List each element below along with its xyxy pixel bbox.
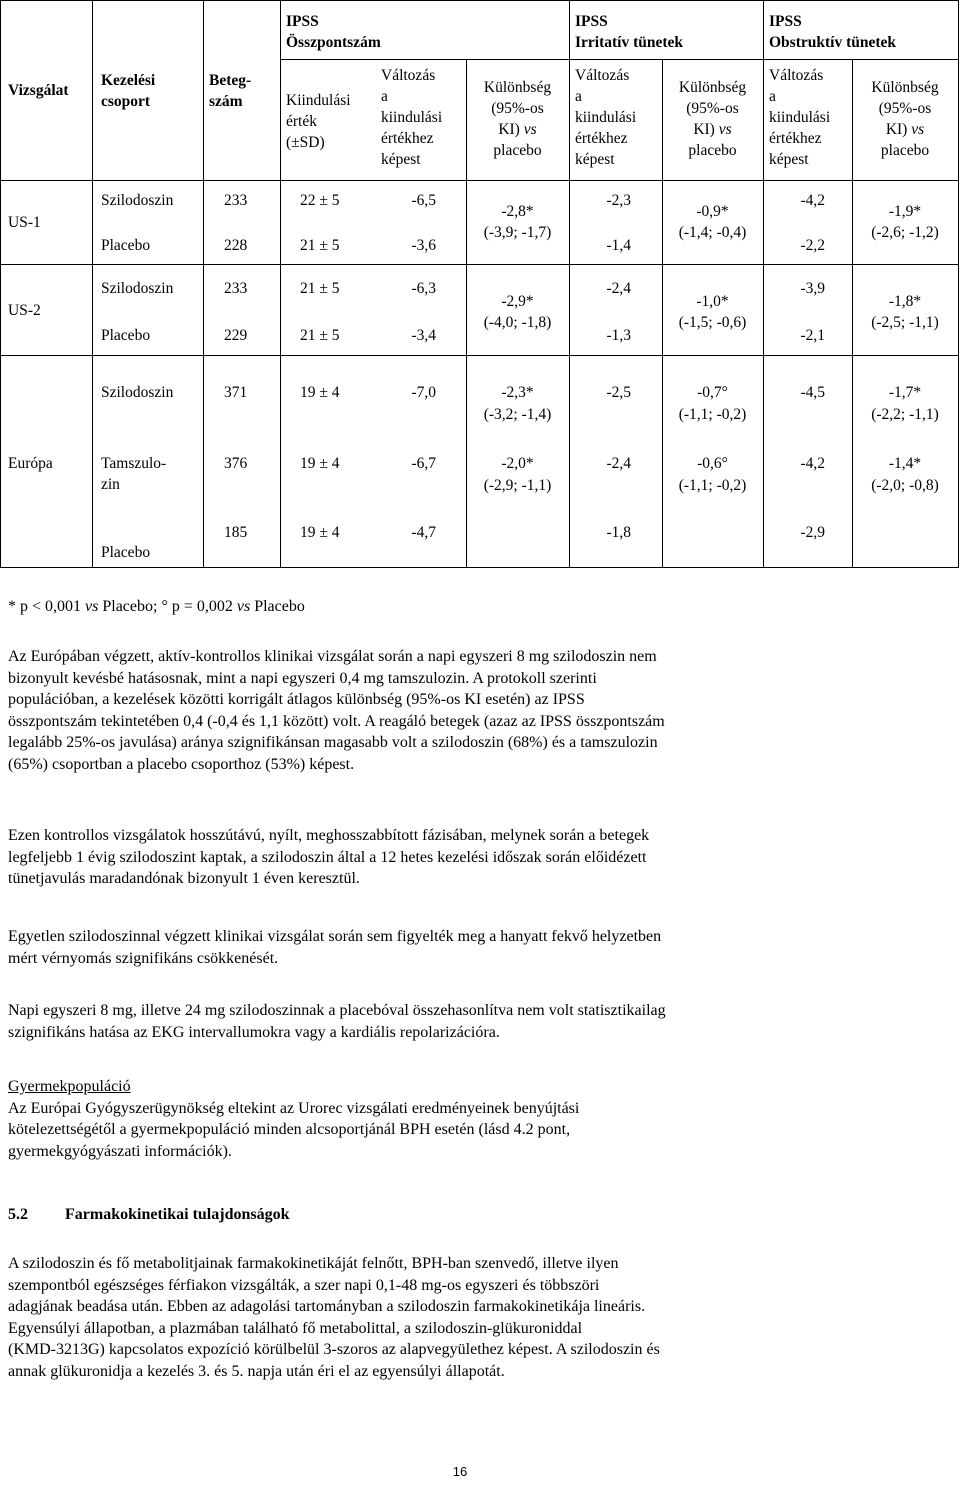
subheader-kiindulasi-3: (±SD): [286, 134, 325, 151]
header-ipss-total-2: Összpontszám: [286, 34, 381, 51]
us1-obs-chg-2: -2,2: [800, 237, 825, 254]
eu-diff-obs-2-ci: (-2,0; -0,8): [871, 477, 939, 494]
header-ipss-obstruktiv: IPSS: [769, 13, 802, 30]
us1-group-2: Placebo: [101, 237, 151, 254]
header-ipss-obstruktiv-2: Obstruktív tünetek: [769, 34, 897, 51]
paragraph-europa: Az Európában végzett, aktív-kontrollos klinikai vizsgálat során a napi egyszeri 8 mg szilodoszin nem bizonyult kevésbé hatásosnak, mint a napi egyszeri 0,4 mg tamszulozin. A protokoll szerinti populációban, a kezelések közötti korrigált átlagos különbség (95%-os KI esetén) az IPSS összpontszám tekintetében 0,4 (-0,4 és 1,1 között) volt. A reagáló betegek (azaz az IPSS összpontszám legalább 25%-os javulása) aránya szignifikánsan magasabb volt a szilodoszin (68%) és a tamszulozin (65%) csoportban a placebo csoporthoz (53%) képest.: [8, 648, 665, 773]
subheader-kiindulasi-2: érték: [286, 113, 317, 130]
paragraph-longterm: Ezen kontrollos vizsgálatok hosszútávú, nyílt, meghosszabbított fázisában, melynek során a betegek legfeljebb 1 évig szilodoszint kaptak, a szilodoszin által a 12 hetes kezelési időszak során előidézett tünetjavulás maradandónak bizonyult 1 éven keresztül.: [8, 827, 650, 888]
eu-diff-obs-1-ci: (-2,2; -1,1): [871, 406, 939, 423]
paragraph-ekg: Napi egyszeri 8 mg, illetve 24 mg szilodoszinnak a placebóval összehasonlítva nem volt statisztikailag szignifikáns hatása az EKG intervallumokra vagy a kardiális repolarizációra.: [8, 1002, 666, 1041]
subheader-kulonbseg-4: placebo: [493, 142, 542, 159]
us1-diff-total: -2,8*: [501, 203, 534, 220]
subheader-obs-kulonbseg-2: (95%-os: [878, 100, 932, 117]
eu-diff-obs-1: -1,7*: [888, 384, 922, 401]
us2-base-1: 21 ± 5: [300, 280, 340, 297]
us1-irr-chg-2: -1,4: [606, 237, 631, 254]
eu-diff-irr-2-ci: (-1,1; -0,2): [678, 477, 747, 494]
us2-chg-1: -6,3: [411, 280, 436, 297]
eu-diff-irr-1: -0,7°: [697, 384, 728, 401]
us2-base-2: 21 ± 5: [300, 327, 340, 344]
eu-diff-total-2-ci: (-2,9; -1,1): [483, 477, 552, 494]
us1-base-2: 21 ± 5: [300, 237, 340, 254]
us1-diff-obs: -1,9*: [888, 203, 922, 220]
subheader-valtozas-3: kiindulási: [381, 109, 443, 126]
us1-obs-chg-1: -4,2: [800, 192, 825, 209]
us2-group-1: Szilodoszin: [101, 280, 174, 297]
us2-irr-chg-1: -2,4: [606, 280, 631, 297]
eu-diff-total-1-ci: (-3,2; -1,4): [483, 406, 552, 423]
paragraph-bloodpressure: Egyetlen szilodoszinnal végzett klinikai vizsgálat során sem figyelték meg a hanyatt fekvő helyzetben mért vérnyomás szignifikáns csökkenését.: [8, 928, 662, 967]
us1-diff-irr: -0,9*: [696, 203, 729, 220]
subheader-kiindulasi: Kiindulási: [286, 92, 351, 109]
subheader-kulonbseg: Különbség: [483, 79, 552, 96]
eu-n-3: 185: [224, 524, 248, 541]
study-europa: Európa: [8, 455, 53, 472]
us2-obs-chg-1: -3,9: [800, 280, 825, 297]
us2-diff-obs-ci: (-2,5; -1,1): [871, 314, 939, 331]
us2-diff-irr: -1,0*: [696, 293, 729, 310]
table-footnote: * p < 0,001 vs Placebo; ° p = 0,002 vs Placebo: [8, 598, 305, 615]
gyermek-heading: Gyermekpopuláció: [8, 1078, 131, 1095]
subheader-obs-valtozas-4: értékhez: [769, 130, 822, 147]
section-title: Farmakokinetikai tulajdonságok: [65, 1206, 290, 1223]
eu-diff-irr-1-ci: (-1,1; -0,2): [678, 406, 747, 423]
subheader-irr-kulonbseg-2: (95%-os: [686, 100, 739, 117]
study-us1: US-1: [8, 214, 41, 231]
subheader-obs-valtozas-2: a: [769, 88, 776, 105]
subheader-irr-kulonbseg-4: placebo: [688, 142, 737, 159]
subheader-obs-valtozas-5: képest: [769, 151, 809, 168]
subheader-valtozas-4: értékhez: [381, 130, 434, 147]
subheader-kulonbseg-3: KI) vs: [498, 121, 537, 138]
header-betegszam: Beteg-: [209, 72, 252, 89]
subheader-irr-valtozas-5: képest: [575, 151, 615, 168]
eu-n-1: 371: [224, 384, 248, 401]
us1-irr-chg-1: -2,3: [606, 192, 631, 209]
us1-base-1: 22 ± 5: [300, 192, 340, 209]
eu-irr-chg-1: -2,5: [606, 384, 631, 401]
us2-obs-chg-2: -2,1: [800, 327, 825, 344]
subheader-irr-valtozas-4: értékhez: [575, 130, 628, 147]
section-number: 5.2: [8, 1206, 28, 1223]
eu-n-2: 376: [224, 455, 248, 472]
us2-diff-total: -2,9*: [501, 293, 534, 310]
subheader-irr-kulonbseg-3: KI) vs: [693, 121, 732, 138]
subheader-irr-valtozas-3: kiindulási: [575, 109, 637, 126]
us1-chg-1: -6,5: [411, 192, 436, 209]
us2-n-1: 233: [224, 280, 248, 297]
eu-group-2: Tamszulo-: [101, 455, 167, 472]
eu-diff-irr-2: -0,6°: [697, 455, 728, 472]
subheader-valtozas: Változás: [381, 67, 436, 84]
us2-n-2: 229: [224, 327, 248, 344]
subheader-obs-kulonbseg-3: KI) vs: [885, 121, 925, 138]
header-ipss-irritativ: IPSS: [575, 13, 608, 30]
subheader-obs-valtozas: Változás: [769, 67, 824, 84]
header-betegszam-2: szám: [209, 93, 243, 110]
eu-obs-chg-2: -4,2: [800, 455, 825, 472]
eu-obs-chg-3: -2,9: [800, 524, 825, 541]
page-number: 16: [452, 1464, 468, 1479]
us1-n-1: 233: [224, 192, 248, 209]
eu-base-1: 19 ± 4: [300, 384, 340, 401]
header-kezelesi: Kezelési: [101, 72, 156, 89]
us2-diff-total-ci: (-4,0; -1,8): [483, 314, 552, 331]
us1-chg-2: -3,6: [411, 237, 436, 254]
subheader-obs-valtozas-3: kiindulási: [769, 109, 831, 126]
header-ipss-total: IPSS: [286, 13, 319, 30]
us1-n-2: 228: [224, 237, 248, 254]
subheader-irr-valtozas: Változás: [575, 67, 630, 84]
eu-diff-total-2: -2,0*: [501, 455, 534, 472]
eu-group-3: Placebo: [101, 544, 151, 561]
eu-group-1: Szilodoszin: [101, 384, 174, 401]
eu-diff-obs-2: -1,4*: [888, 455, 922, 472]
eu-irr-chg-3: -1,8: [606, 524, 631, 541]
subheader-obs-kulonbseg: Különbség: [871, 79, 939, 96]
us2-group-2: Placebo: [101, 327, 151, 344]
subheader-valtozas-5: képest: [381, 151, 421, 168]
us2-diff-irr-ci: (-1,5; -0,6): [678, 314, 747, 331]
study-us2: US-2: [8, 302, 41, 319]
eu-base-3: 19 ± 4: [300, 524, 340, 541]
header-ipss-irritativ-2: Irritatív tünetek: [575, 34, 684, 51]
eu-group-2b: zin: [101, 476, 120, 493]
us1-diff-obs-ci: (-2,6; -1,2): [871, 224, 939, 241]
eu-obs-chg-1: -4,5: [800, 384, 825, 401]
subheader-valtozas-2: a: [381, 88, 388, 105]
eu-chg-2: -6,7: [411, 455, 436, 472]
eu-chg-3: -4,7: [411, 524, 436, 541]
paragraph-pharmacokinetics: A szilodoszin és fő metabolitjainak farmakokinetikáját felnőtt, BPH-ban szenvedő, illetve ilyen szempontból egészséges férfiakon vizsgálták, a szer napi 0,1-48 mg-os egyszeri és többszöri adagjának beadása után. Ebben az adagolási tartományban a szilodoszin farmakokinetikája lineáris. Egyensúlyi állapotban, a plazmában található fő metabolittal, a szilodoszin-glükuroniddal (KMD-3213G) kapcsolatos expozíció körülbelül 3-szoros az alapvegyülethez képest. A szilodoszin és annak glükuronidja a kezelés 3. és 5. napja után éri el az egyensúlyi állapotát.: [8, 1255, 660, 1380]
subheader-kulonbseg-2: (95%-os: [491, 100, 544, 117]
subheader-obs-kulonbseg-4: placebo: [880, 142, 930, 159]
subheader-irr-valtozas-2: a: [575, 88, 582, 105]
header-kezelesi-2: csoport: [101, 93, 151, 110]
eu-chg-1: -7,0: [411, 384, 436, 401]
eu-base-2: 19 ± 4: [300, 455, 340, 472]
us1-diff-irr-ci: (-1,4; -0,4): [678, 224, 747, 241]
subheader-irr-kulonbseg: Különbség: [678, 79, 747, 96]
us2-chg-2: -3,4: [411, 327, 436, 344]
section-gyermekpopulacio: Gyermekpopuláció Az Európai Gyógyszerügynökség eltekint az Urorec vizsgálati eredményeinek benyújtási kötelezettségétől a gyermekpopuláció minden alcsoportjánál BPH esetén (lásd 4.2 pont, gyermekgyógyászati információk).: [8, 1076, 913, 1162]
eu-diff-total-1: -2,3*: [501, 384, 534, 401]
us1-diff-total-ci: (-3,9; -1,7): [483, 224, 552, 241]
eu-irr-chg-2: -2,4: [606, 455, 631, 472]
us1-group-1: Szilodoszin: [101, 192, 174, 209]
us2-irr-chg-2: -1,3: [606, 327, 631, 344]
header-vizsgalat: Vizsgálat: [8, 82, 69, 99]
us2-diff-obs: -1,8*: [888, 293, 922, 310]
